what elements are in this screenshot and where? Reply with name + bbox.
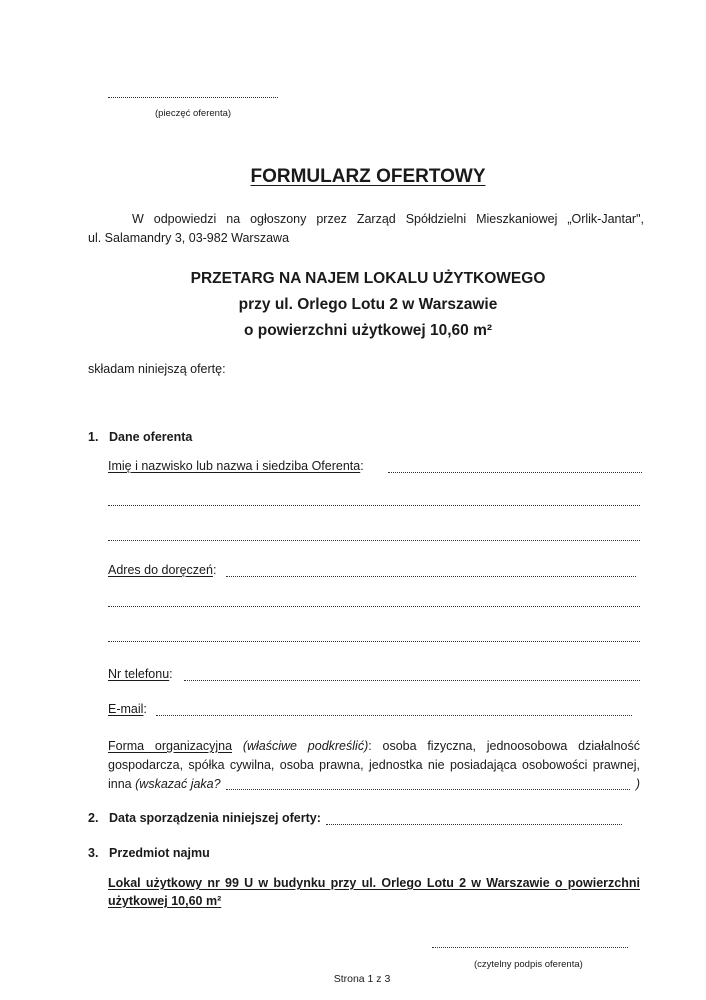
stamp-label: (pieczęć oferenta) bbox=[155, 108, 232, 119]
phone-label-colon: : bbox=[169, 667, 173, 681]
section-2-number: 2. bbox=[88, 811, 99, 825]
org-form-line-3 bbox=[108, 775, 640, 794]
org-form-line-1-rest: : osoba fizyczna, jednoosobowa działalność bbox=[368, 739, 640, 753]
address-input-line-3[interactable] bbox=[108, 641, 640, 642]
offer-date-input[interactable] bbox=[326, 824, 622, 825]
page-number: Strona 1 z 3 bbox=[333, 973, 391, 985]
org-form-label: Forma organizacyjna bbox=[108, 739, 233, 753]
org-form-hint: (właściwe podkreślić) bbox=[242, 739, 369, 753]
email-label-colon: : bbox=[143, 702, 147, 716]
address-input-line-2[interactable] bbox=[108, 606, 640, 607]
signature-dotted-line[interactable] bbox=[432, 947, 628, 948]
address-label-colon: : bbox=[212, 563, 217, 577]
org-form-other-input[interactable] bbox=[226, 789, 630, 790]
name-input-line-1[interactable] bbox=[388, 472, 642, 473]
rental-subject-line-2: użytkowej 10,60 m² bbox=[108, 894, 222, 908]
rental-subject bbox=[108, 874, 640, 910]
intro-line-1: W odpowiedzi na ogłoszony przez Zarząd Spółdzielni Mieszkaniowej „Orlik-Jantar", bbox=[132, 212, 644, 226]
email-field-label bbox=[108, 702, 147, 716]
tender-heading-line-1: PRZETARG NA NAJEM LOKALU UŻYTKOWEGO bbox=[190, 270, 546, 287]
name-label-text: Imię i nazwisko lub nazwa i siedziba Oferenta bbox=[108, 459, 361, 473]
name-input-line-2[interactable] bbox=[108, 505, 640, 506]
rental-subject-line-1: Lokal użytkowy nr 99 U w budynku przy ul. Orlego Lotu 2 w Warszawie o powierzchni bbox=[108, 876, 640, 890]
email-label-text: E-mail bbox=[108, 702, 144, 716]
email-input-line[interactable] bbox=[156, 715, 632, 716]
address-field-label bbox=[108, 563, 216, 577]
org-form-paragraph bbox=[108, 737, 640, 794]
section-1-number: 1. bbox=[88, 430, 99, 444]
section-3-title: Przedmiot najmu bbox=[109, 846, 210, 860]
name-field-label bbox=[108, 459, 364, 473]
org-form-other: inna bbox=[108, 777, 132, 791]
tender-heading-line-3: o powierzchni użytkowej 10,60 m² bbox=[243, 322, 493, 339]
address-label-text: Adres do doręczeń bbox=[108, 563, 213, 577]
name-input-line-3[interactable] bbox=[108, 540, 640, 541]
section-3-number: 3. bbox=[88, 846, 99, 860]
submit-text: składam niniejszą ofertę: bbox=[88, 362, 226, 376]
intro-line-2: ul. Salamandry 3, 03-982 Warszawa bbox=[88, 231, 290, 245]
page-title: FORMULARZ OFERTOWY bbox=[250, 166, 486, 187]
org-form-line-2[interactable]: gospodarcza, spółka cywilna, osoba prawna, jednostka nie posiadająca osobowości prawnej, bbox=[108, 758, 640, 772]
intro-paragraph bbox=[88, 210, 644, 248]
stamp-dotted-line bbox=[108, 97, 278, 98]
phone-input-line[interactable] bbox=[184, 680, 640, 681]
phone-label-text: Nr telefonu bbox=[108, 667, 170, 681]
org-form-other-hint: (wskazać jaka? bbox=[135, 777, 221, 791]
name-label-colon: : bbox=[360, 459, 364, 473]
section-2-title: Data sporządzenia niniejszej oferty: bbox=[109, 811, 321, 825]
tender-heading-line-2: przy ul. Orlego Lotu 2 w Warszawie bbox=[238, 296, 498, 313]
phone-field-label bbox=[108, 667, 173, 681]
org-form-close-paren: ) bbox=[635, 777, 640, 791]
org-form-line-1 bbox=[108, 737, 640, 756]
signature-label: (czytelny podpis oferenta) bbox=[474, 959, 583, 970]
section-1-title: Dane oferenta bbox=[109, 430, 193, 444]
address-input-line-1[interactable] bbox=[226, 576, 636, 577]
